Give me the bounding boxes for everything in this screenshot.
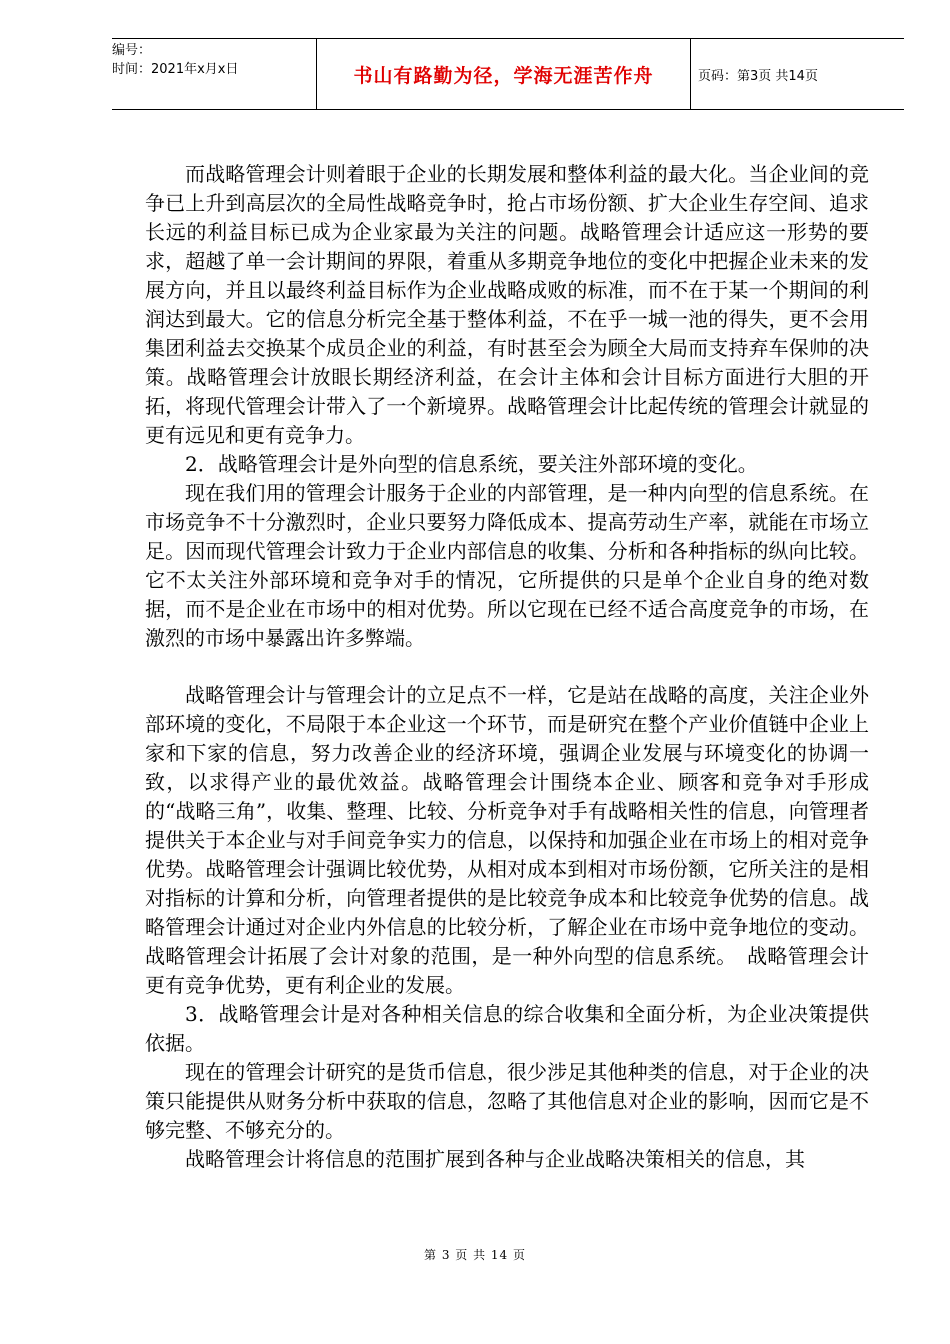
section-heading-2: 2．战略管理会计是外向型的信息系统，要关注外部环境的变化。 — [185, 452, 758, 476]
section-heading-3: 3．战略管理会计是对各种相关信息的综合收集和全面分析，为企业决策提供依据。 — [145, 1002, 869, 1055]
header-motto: 书山有路勤为径，学海无涯苦作舟 — [316, 39, 691, 109]
header-page-number: 页码：第3页 共14页 — [698, 68, 818, 84]
document-number-label: 编号： — [112, 43, 152, 58]
header-meta — [112, 39, 315, 111]
body-paragraph: 现在的管理会计研究的是货币信息，很少涉足其他种类的信息，对于企业的决策只能提供从财务分析中获取的信息，忽略了其他信息对企业的影响，因而它是不够完整、不够充分的。 — [145, 1060, 869, 1142]
body-paragraph: 战略管理会计将信息的范围扩展到各种与企业战略决策相关的信息，其 — [185, 1147, 805, 1171]
body-paragraph: 战略管理会计与管理会计的立足点不一样，它是站在战略的高度，关注企业外部环境的变化，不局限于本企业这一个环节，而是研究在整个产业价值链中企业上家和下家的信息，努力改善企业的经济环境，强调企业发展与环境变化的协调一致，以求得产业的最优效益。战略管理会计围绕本企业、顾客和竞争对手形成的“战略三角”，收集、整理、比较、分析竞争对手有战略相关性的信息，向管理者提供关于本企业与对手间竞争实力的信息，以保持和加强企业在市场上的相对竞争优势。战略管理会计强调比较优势，从相对成本到相对市场份额，它所关注的是相对指标的计算和分析，向管理者提供的是比较竞争成本和比较竞争优势的信息。战略管理会计通过对企业内外信息的比较分析，了解企业在市场中竞争地位的变动。战略管理会计拓展了会计对象的范围，是一种外向型的信息系统。 战略管理会计更有竞争优势，更有利企业的发展。 — [145, 683, 869, 997]
page-footer: 第 3 页 共 14 页 — [424, 1248, 526, 1262]
document-time-label: 时间：2021年x月x日 — [112, 62, 239, 77]
document-body — [145, 160, 869, 1174]
body-paragraph: 而战略管理会计则着眼于企业的长期发展和整体利益的最大化。当企业间的竞争已上升到高层次的全局性战略竞争时，抢占市场份额、扩大企业生存空间、追求长远的利益目标已成为企业家最为关注的问题。战略管理会计适应这一形势的要求，超越了单一会计期间的界限，着重从多期竞争地位的变化中把握企业未来的发展方向，并且以最终利益目标作为企业战略成败的标准，而不在于某一个期间的利润达到最大。它的信息分析完全基于整体利益，不在乎一城一池的得失，更不会用集团利益去交换某个成员企业的利益，有时甚至会为顾全大局而支持弃车保帅的决策。战略管理会计放眼长期经济利益，在会计主体和会计目标方面进行大胆的开拓，将现代管理会计带入了一个新境界。战略管理会计比起传统的管理会计就显的更有远见和更有竞争力。 — [145, 162, 869, 447]
page-header — [112, 38, 904, 110]
body-paragraph: 现在我们用的管理会计服务于企业的内部管理，是一种内向型的信息系统。在市场竞争不十分激烈时，企业只要努力降低成本、提高劳动生产率，就能在市场立足。因而现代管理会计致力于企业内部信息的收集、分析和各种指标的纵向比较。它不太关注外部环境和竞争对手的情况，它所提供的只是单个企业自身的绝对数据，而不是企业在市场中的相对优势。所以它现在已经不适合高度竞争的市场，在激烈的市场中暴露出许多弊端。 — [145, 481, 869, 650]
